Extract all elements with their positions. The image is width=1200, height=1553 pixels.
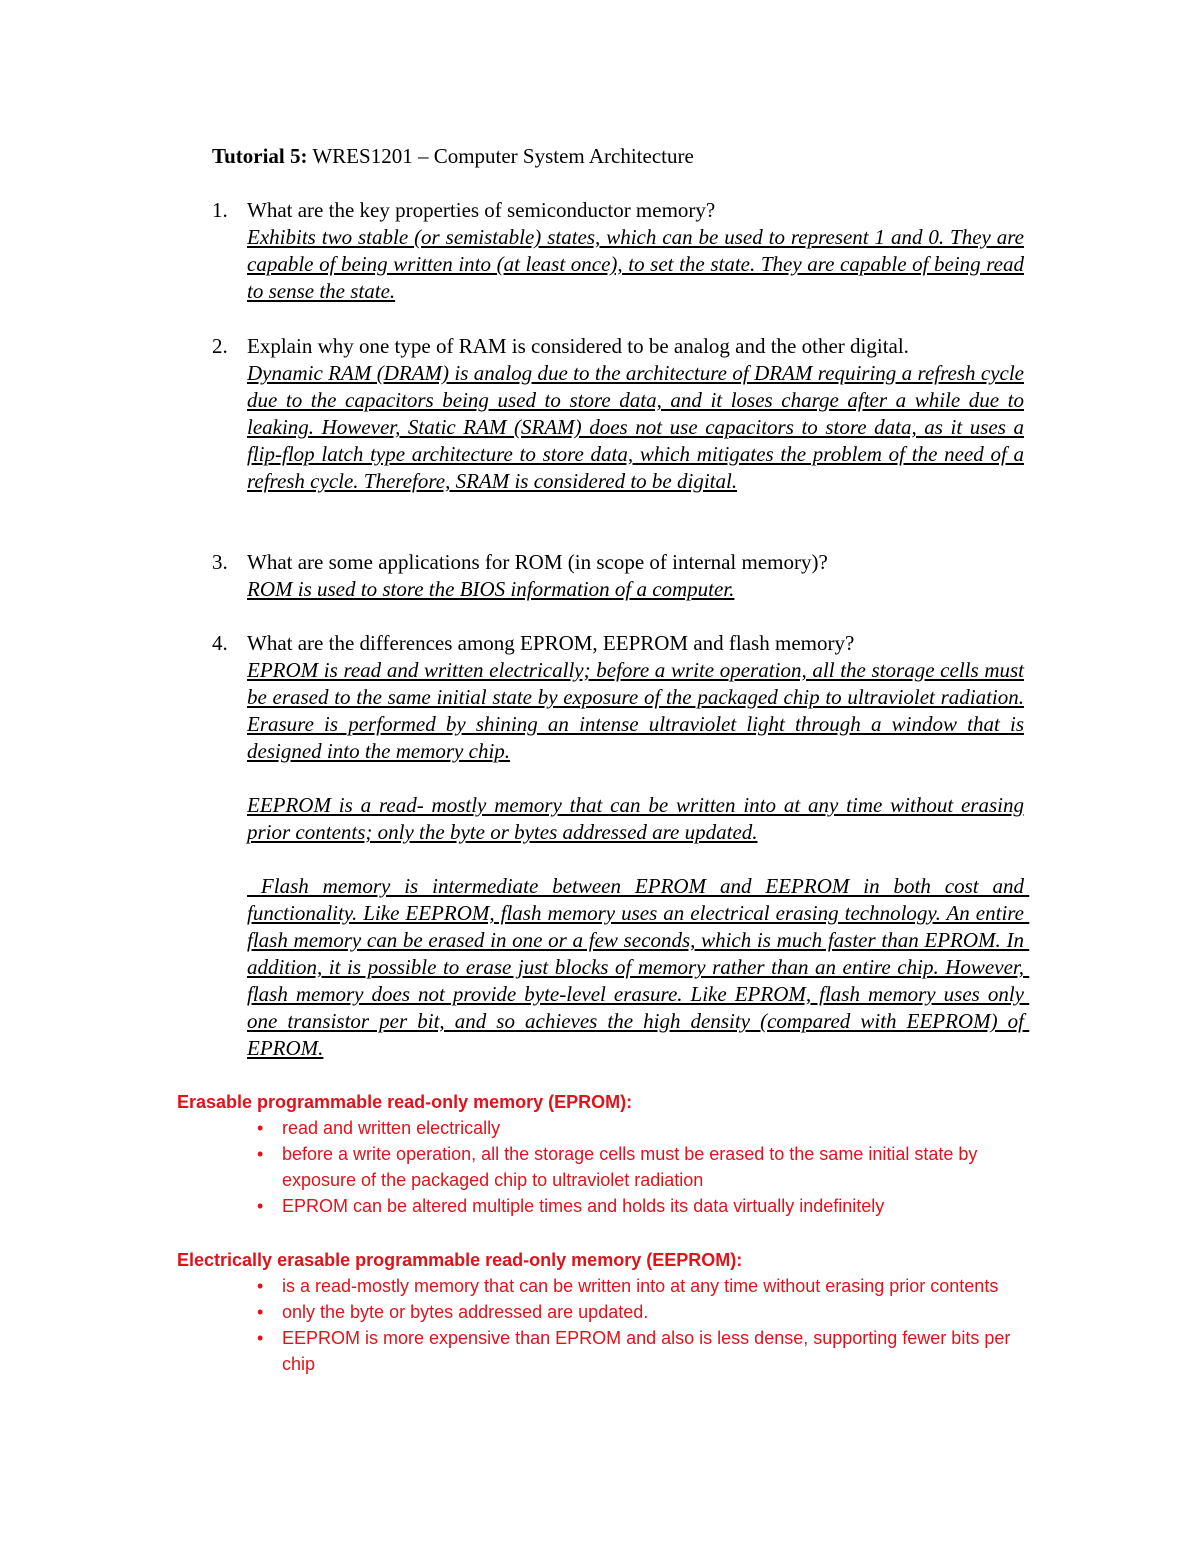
title-course: WRES1201 – Computer System Architecture: [307, 144, 694, 168]
list-item-text: EEPROM is more expensive than EPROM and also is less dense, supporting fewer bits per chip: [282, 1328, 1011, 1374]
question-number: 3.: [212, 550, 228, 574]
answer-text: Dynamic RAM (DRAM) is analog due to the architecture of DRAM requiring a refresh cycle due to the capacitors being used to store data, and it loses charge after a while due to leaking. However, Static RAM (SRAM) does not use capacitors to store data, as it uses a flip-flop latch type architecture to store data, which mitigates the problem of the need of a refresh cycle. Therefore, SRAM is considered to be digital.: [247, 361, 1024, 493]
answer-text-flash: Flash memory is intermediate between EPROM and EEPROM in both cost and functionality. Like EEPROM, flash memory uses an electrical erasing technology. An entire flash memory can be erased in one or a few seconds, which is much faster than EPROM. In addition, it is possible to erase just blocks of memory rather than an entire chip. However, flash memory does not provide byte-level erasure. Like EPROM, flash memory uses only one transistor per bit, and so achieves the high density (compared with EEPROM) of EPROM.: [247, 874, 1030, 1060]
note-heading: Erasable programmable read-only memory (EPROM):: [177, 1092, 633, 1112]
question-text: What are the key properties of semiconductor memory?: [247, 198, 716, 222]
bullet-icon: •: [257, 1276, 264, 1296]
list-item: [177, 1273, 1037, 1299]
bullet-icon: •: [257, 1328, 264, 1348]
note-eprom: [177, 1089, 1037, 1219]
question-number: 2.: [212, 334, 228, 358]
note-list: [177, 1115, 1037, 1219]
list-item: [177, 1193, 1037, 1219]
list-item: [177, 1141, 1037, 1193]
question-number: 4.: [212, 631, 228, 655]
question-text: What are the differences among EPROM, EEPROM and flash memory?: [247, 631, 855, 655]
list-item-text: EPROM can be altered multiple times and holds its data virtually indefinitely: [282, 1196, 885, 1216]
title-bold: Tutorial 5:: [212, 144, 308, 168]
list-item-text: read and written electrically: [282, 1118, 501, 1138]
list-item-text: only the byte or bytes addressed are updated.: [282, 1302, 649, 1322]
answer-text: Exhibits two stable (or semistable) states, which can be used to represent 1 and 0. They are capable of being written into (at least once), to set the state. They are capable of being read to sense the state.: [247, 225, 1024, 303]
note-list: [177, 1273, 1037, 1377]
bullet-icon: •: [257, 1196, 264, 1216]
page-title: [212, 142, 694, 170]
note-eeprom: [177, 1247, 1037, 1377]
question-2: [212, 333, 1024, 495]
question-3: [212, 549, 1024, 603]
list-item: [177, 1299, 1037, 1325]
bullet-icon: •: [257, 1302, 264, 1322]
question-1: [212, 197, 1024, 305]
answer-text: ROM is used to store the BIOS information of a computer.: [247, 577, 735, 601]
note-heading: Electrically erasable programmable read-only memory (EEPROM):: [177, 1250, 743, 1270]
list-item-text: before a write operation, all the storage cells must be erased to the same initial state by exposure of the packaged chip to ultraviolet radiation: [282, 1144, 978, 1190]
answer-text-eeprom: EEPROM is a read- mostly memory that can be written into at any time without erasing prior contents; only the byte or bytes addressed are updated.: [247, 793, 1024, 844]
list-item-text: is a read-mostly memory that can be written into at any time without erasing prior contents: [282, 1276, 999, 1296]
question-number: 1.: [212, 198, 228, 222]
list-item: [177, 1115, 1037, 1141]
bullet-icon: •: [257, 1144, 264, 1164]
answer-text-eprom: EPROM is read and written electrically; before a write operation, all the storage cells must be erased to the same initial state by exposure of the packaged chip to ultraviolet radiation. Erasure is performed by shining an intense ultraviolet light through a window that is designed into the memory chip.: [247, 658, 1024, 763]
question-text: Explain why one type of RAM is considered to be analog and the other digital.: [247, 334, 909, 358]
question-text: What are some applications for ROM (in scope of internal memory)?: [247, 550, 828, 574]
question-4: [212, 630, 1030, 1062]
list-item: [177, 1325, 1037, 1377]
bullet-icon: •: [257, 1118, 264, 1138]
